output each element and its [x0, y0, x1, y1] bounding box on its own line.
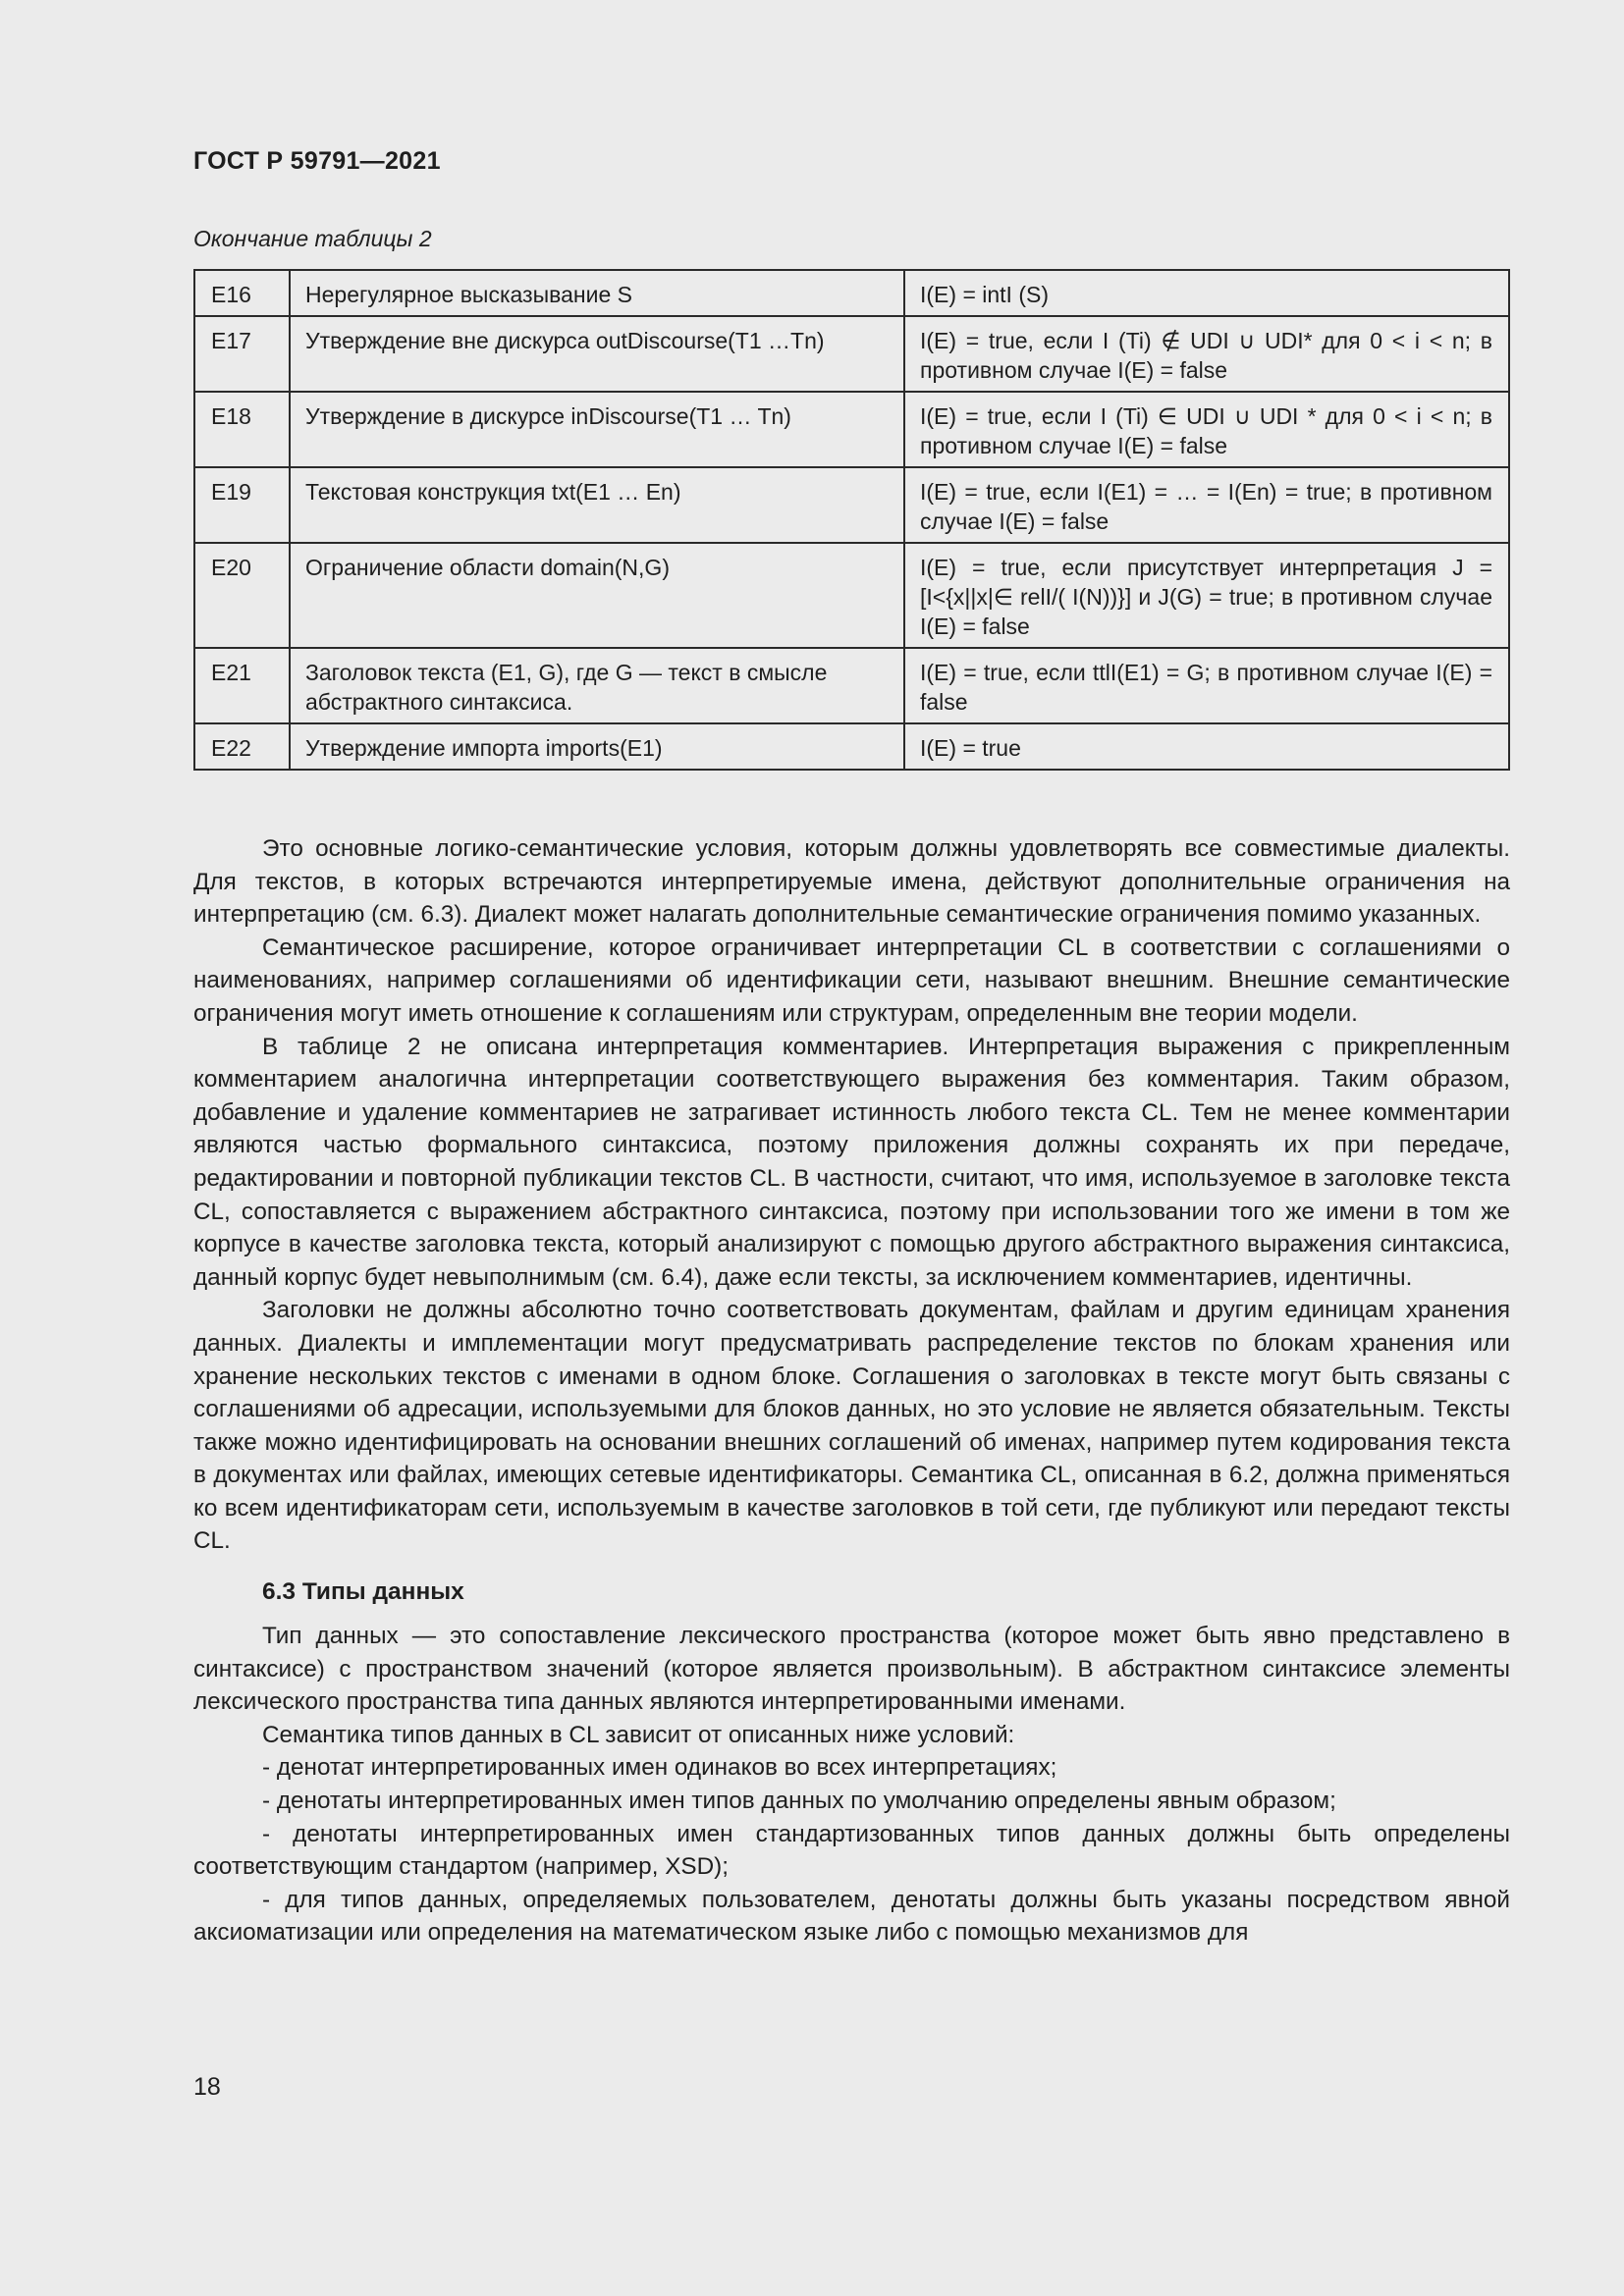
row-code: E18 [194, 392, 290, 467]
list-item: - для типов данных, определяемых пользователем, денотаты должны быть указаны посредством явной аксиоматизации или определения на математическом языке либо с помощью механизмов для [193, 1886, 1510, 1947]
row-interpretation: I(E) = intI (S) [904, 270, 1509, 316]
list-item: - денотаты интерпретированных имен стандартизованных типов данных должны быть определены соответствующим стандартом (например, XSD); [193, 1820, 1510, 1881]
row-interpretation: I(E) = true, если присутствует интерпретация J = [I<{x||x|∈ relI/( I(N))}] и J(G) = true; в противном случае I(E) = false [904, 543, 1509, 648]
semantics-table [193, 269, 1510, 771]
paragraph: Заголовки не должны абсолютно точно соответствовать документам, файлам и другим единицам хранения данных. Диалекты и имплементации могут предусматривать распределение текстов по блокам хранения или хранение нескольких текстов с именами в одном блоке. Соглашения о заголовках в тексте могут быть связаны с соглашениями об адресации, используемыми для блоков данных, но это условие не является обязательным. Тексты также можно идентифицировать на основании внешних соглашений об именах, например путем кодирования текста в документах или файлах, имеющих сетевые идентификаторы. Семантика CL, описанная в 6.2, должна применяться ко всем идентификаторам сети, используемым в качестве заголовков в той сети, где публикуют или передают тексты CL. [193, 1297, 1510, 1555]
row-description: Нерегулярное высказывание S [290, 270, 904, 316]
section-heading: 6.3 Типы данных [262, 1578, 464, 1606]
paragraph: Тип данных — это сопоставление лексического пространства (которое может быть явно представлено в синтаксисе) с пространством значений (которое является произвольным). В абстрактном синтаксисе элементы лексического пространства типа данных являются интерпретированными именами. [193, 1623, 1510, 1716]
row-description: Текстовая конструкция txt(E1 … En) [290, 467, 904, 543]
row-interpretation: I(E) = true, если I(E1) = … = I(En) = true; в противном случае I(E) = false [904, 467, 1509, 543]
table-row [194, 543, 1509, 648]
paragraph: Это основные логико-семантические условия, которым должны удовлетворять все совместимые диалекты. Для текстов, в которых встречаются интерпретируемые имена, действуют дополнительные ограничения на интерпретацию (см. 6.3). Диалект может налагать дополнительные семантические ограничения помимо указанных. [193, 835, 1510, 929]
list-item: - денотаты интерпретированных имен типов данных по умолчанию определены явным образом; [262, 1788, 1336, 1815]
table-row [194, 316, 1509, 392]
row-description: Утверждение вне дискурса outDiscourse(T1 …Tn) [290, 316, 904, 392]
table-row [194, 648, 1509, 723]
table-row [194, 392, 1509, 467]
row-interpretation: I(E) = true [904, 723, 1509, 770]
body-text [193, 832, 1510, 1949]
row-code: E17 [194, 316, 290, 392]
table-caption: Окончание таблицы 2 [193, 226, 432, 251]
page-number: 18 [193, 2073, 221, 2101]
paragraph: В таблице 2 не описана интерпретация комментариев. Интерпретация выражения с прикрепленным комментарием аналогична интерпретации соответствующего выражения без комментария. Таким образом, добавление и удаление комментариев не затрагивает истинность любого текста CL. Тем не менее комментарии являются частью формального синтаксиса, поэтому приложения должны сохранять их при передаче, редактировании и повторной публикации текстов CL. В частности, считают, что имя, используемое в заголовке текста CL, сопоставляется с выражением абстрактного синтаксиса, поэтому при использовании того же имени в том же корпусе в качестве заголовка текста, который анализируют с помощью другого абстрактного выражения синтаксиса, данный корпус будет невыполнимым (см. 6.4), даже если тексты, за исключением комментариев, идентичны. [193, 1033, 1510, 1291]
document-header: ГОСТ Р 59791—2021 [193, 147, 441, 175]
row-code: E16 [194, 270, 290, 316]
row-interpretation: I(E) = true, если I (Ti) ∉ UDI ∪ UDI* для 0 < i < n; в противном случае I(E) = false [904, 316, 1509, 392]
table-row [194, 723, 1509, 770]
row-interpretation: I(E) = true, если ttlI(E1) = G; в противном случае I(E) = false [904, 648, 1509, 723]
paragraph: Семантика типов данных в CL зависит от описанных ниже условий: [262, 1721, 1015, 1748]
table-row [194, 270, 1509, 316]
row-code: E21 [194, 648, 290, 723]
row-code: E20 [194, 543, 290, 648]
row-description: Утверждение в дискурсе inDiscourse(T1 … Tn) [290, 392, 904, 467]
row-description: Ограничение области domain(N,G) [290, 543, 904, 648]
table-row [194, 467, 1509, 543]
list-item: - денотат интерпретированных имен одинаков во всех интерпретациях; [262, 1754, 1057, 1782]
paragraph: Семантическое расширение, которое ограничивает интерпретации CL в соответствии с соглашениями о наименованиях, например соглашениями об идентификации сети, называют внешним. Внешние семантические ограничения могут иметь отношение к соглашениям или структурам, определенным вне теории модели. [193, 934, 1510, 1027]
row-description: Заголовок текста (E1, G), где G — текст в смысле абстрактного синтаксиса. [290, 648, 904, 723]
row-code: E22 [194, 723, 290, 770]
row-interpretation: I(E) = true, если I (Ti) ∈ UDI ∪ UDI * для 0 < i < n; в противном случае I(E) = false [904, 392, 1509, 467]
row-description: Утверждение импорта imports(E1) [290, 723, 904, 770]
row-code: E19 [194, 467, 290, 543]
